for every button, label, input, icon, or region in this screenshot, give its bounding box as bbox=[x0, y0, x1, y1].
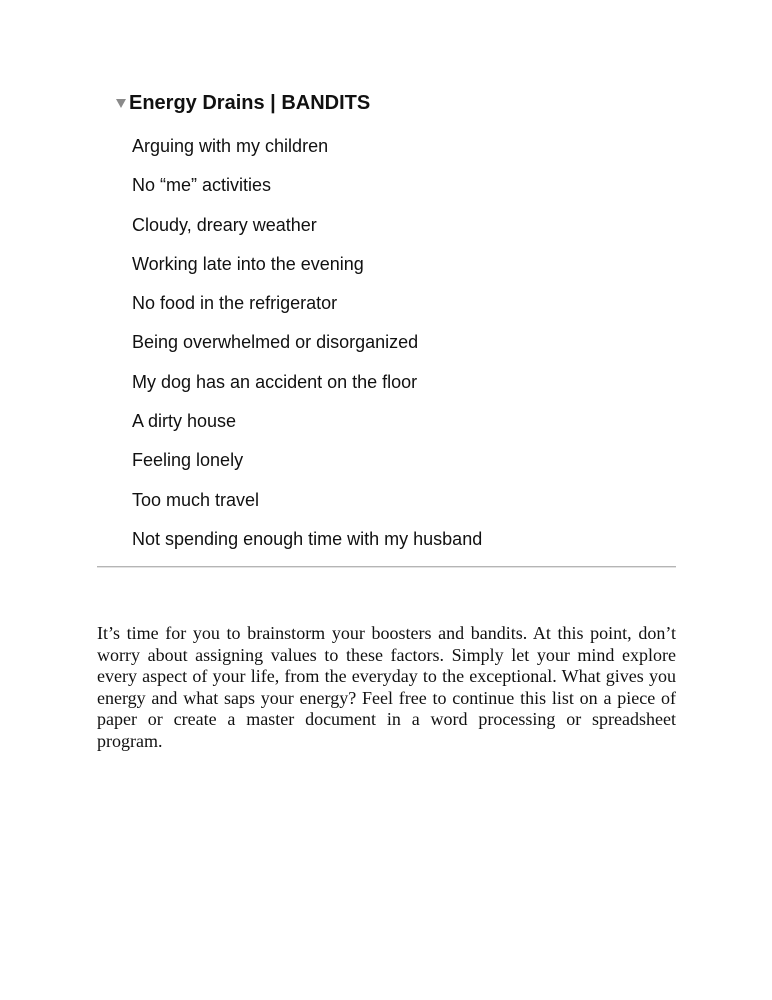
list-item: Being overwhelmed or disorganized bbox=[132, 332, 419, 353]
energy-drains-list bbox=[132, 134, 482, 566]
disclosure-triangle-icon[interactable] bbox=[116, 99, 126, 108]
horizontal-divider bbox=[97, 566, 676, 568]
list-item: A dirty house bbox=[132, 411, 237, 432]
energy-drains-toggle[interactable] bbox=[116, 90, 370, 116]
list-item: Arguing with my children bbox=[132, 136, 329, 156]
list-item: No “me” activities bbox=[132, 175, 272, 196]
list-item: Feeling lonely bbox=[132, 450, 244, 471]
section-title: Energy Drains | BANDITS bbox=[129, 92, 371, 114]
list-item: Too much travel bbox=[132, 489, 260, 510]
body-paragraph: It’s time for you to brainstorm your boosters and bandits. At this point, don’t worry about assigning values to these factors. Simply let your mind explore every aspect of your life, from the everyday to the exceptional. What gives you energy and what saps your energy? Feel free to continue this list on a piece of paper or create a master document in a word processing or spreadsheet program. bbox=[97, 623, 676, 751]
list-item: Working late into the evening bbox=[132, 253, 364, 274]
list-item: No food in the refrigerator bbox=[132, 293, 338, 314]
list-item: My dog has an accident on the floor bbox=[132, 371, 418, 392]
list-item: Not spending enough time with my husband bbox=[132, 528, 483, 549]
list-item: Cloudy, dreary weather bbox=[132, 214, 317, 235]
